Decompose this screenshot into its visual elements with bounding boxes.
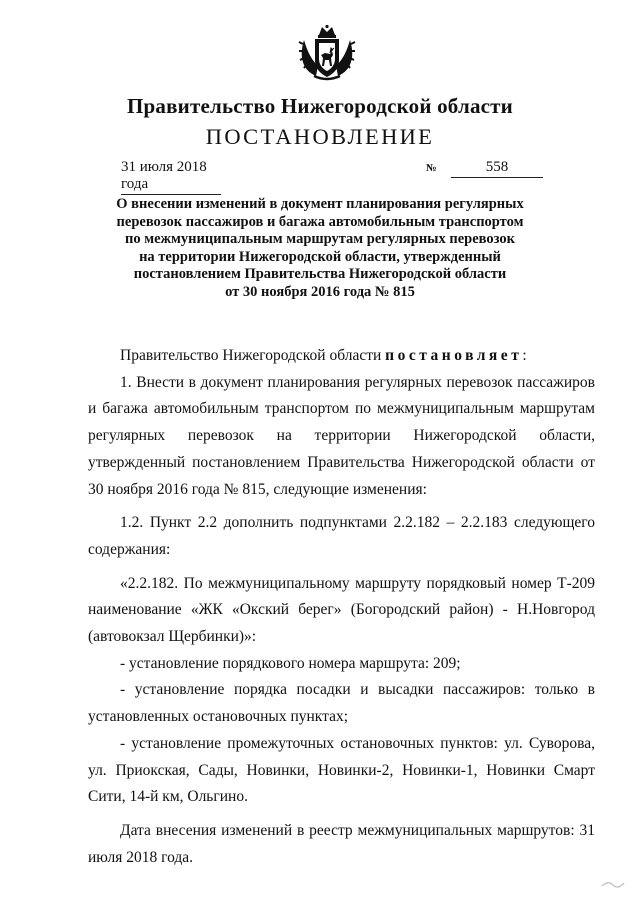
issuing-authority: Правительство Нижегородской области xyxy=(127,94,513,118)
document-title xyxy=(100,196,540,302)
document-body xyxy=(88,343,595,871)
list-item-boarding-order: - установление порядка посадки и высадки пассажиров: только в установленных остановочных пунктах; xyxy=(88,681,595,726)
title-line: постановлением Правительства Нижегородской области xyxy=(133,266,507,283)
list-item-route-number: - установление порядкового номера маршрута: 209; xyxy=(120,654,461,672)
resolves-word: постановляет xyxy=(385,347,523,364)
title-line: О внесении изменений в документ планирования регулярных xyxy=(116,196,524,212)
intro-text: Правительство Нижегородской области xyxy=(120,347,386,364)
paragraph-1-2: 1.2. Пункт 2.2 дополнить подпунктами 2.2.182 – 2.2.183 следующего содержания: xyxy=(88,514,595,558)
scan-mark-icon xyxy=(600,878,626,890)
title-line: на территории Нижегородской области, утвержденный xyxy=(139,248,501,265)
paragraph-1: 1. Внести в документ планирования регулярных перевозок пассажиров и багажа автомобильным транспортом по межмуниципальным маршрутам регулярных перевозок на территории Нижегородской области, утвержденный постановлением Правительства Нижегородской области от 30 ноября 2016 года № 815, следующие изменения: xyxy=(88,373,595,498)
title-line: перевозок пассажиров и багажа автомобильным транспортом xyxy=(116,213,524,230)
list-item-intermediate-stops: - установление промежуточных остановочных пунктов: ул. Суворова, ул. Приокская, Сады, Новинки, Новинки-2, Новинки-1, Новинки Смарт Сити, 14-й км, Ольгино. xyxy=(88,734,595,806)
registry-date-paragraph: Дата внесения изменений в реестр межмуниципальных маршрутов: 31 июля 2018 года. xyxy=(88,821,595,866)
number-sign: № xyxy=(426,163,437,174)
intro-paragraph xyxy=(88,343,595,370)
document-date: 31 июля 2018 года xyxy=(121,159,221,195)
paragraph-2-2-182: «2.2.182. По межмуниципальному маршруту порядковый номер Т-209 наименование «ЖК «Окский берег» (Богородский район) - Н.Новгород (автовокзал Щербинки)»: xyxy=(88,574,595,646)
title-line: по межмуниципальным маршрутам регулярных перевозок xyxy=(124,231,515,248)
title-line: от 30 ноября 2016 года № 815 xyxy=(225,283,415,300)
document-type: ПОСТАНОВЛЕНИЕ xyxy=(205,124,435,149)
intro-colon: : xyxy=(522,347,527,364)
coat-of-arms-icon xyxy=(296,24,358,82)
document-number: 558 xyxy=(451,159,543,178)
